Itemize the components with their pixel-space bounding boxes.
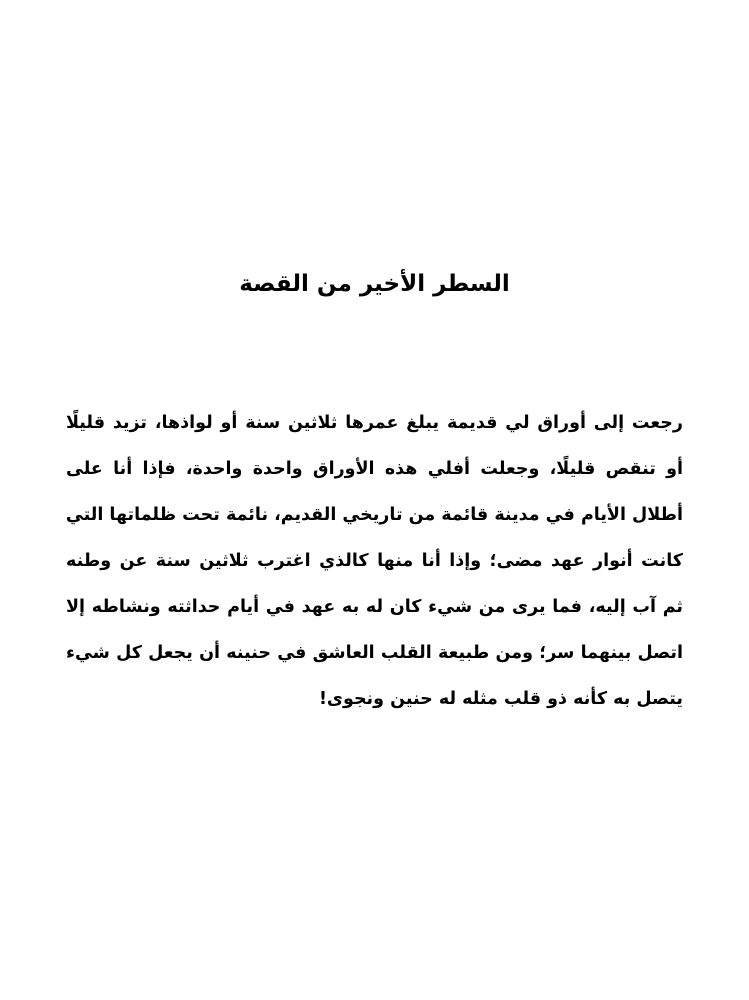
paragraph-line-5: ثم آب إليه، فما يرى من شيء كان له به عهد في أيام حداثته ونشاطه إلا	[66, 597, 683, 617]
story-paragraph	[66, 406, 683, 728]
paragraph-line-4: كانت أنوار عهد مضى؛ وإذا أنا منها كالذي اغترب ثلاثين سنة عن وطنه	[66, 551, 683, 571]
page-title: السطر الأخير من القصة	[239, 271, 510, 297]
paragraph-line-6: اتصل بينهما سر؛ ومن طبيعة القلب العاشق في حنينه أن يجعل كل شيء	[66, 643, 683, 663]
paragraph-line-3: أطلال الأيام في مدينة قائمة من تاريخي القديم، نائمة تحت ظلماتها التي	[66, 505, 683, 525]
paragraph-line-7: يتصل به كأنه ذو قلب مثله له حنين ونجوى!	[318, 689, 683, 709]
paragraph-line-1: رجعت إلى أوراق لي قديمة يبلغ عمرها ثلاثين سنة أو لواذها، تزيد قليلًا	[66, 413, 683, 433]
paragraph-line-2: أو تنقص قليلًا، وجعلت أفلي هذه الأوراق واحدة واحدة، فإذا أنا على	[66, 459, 683, 479]
